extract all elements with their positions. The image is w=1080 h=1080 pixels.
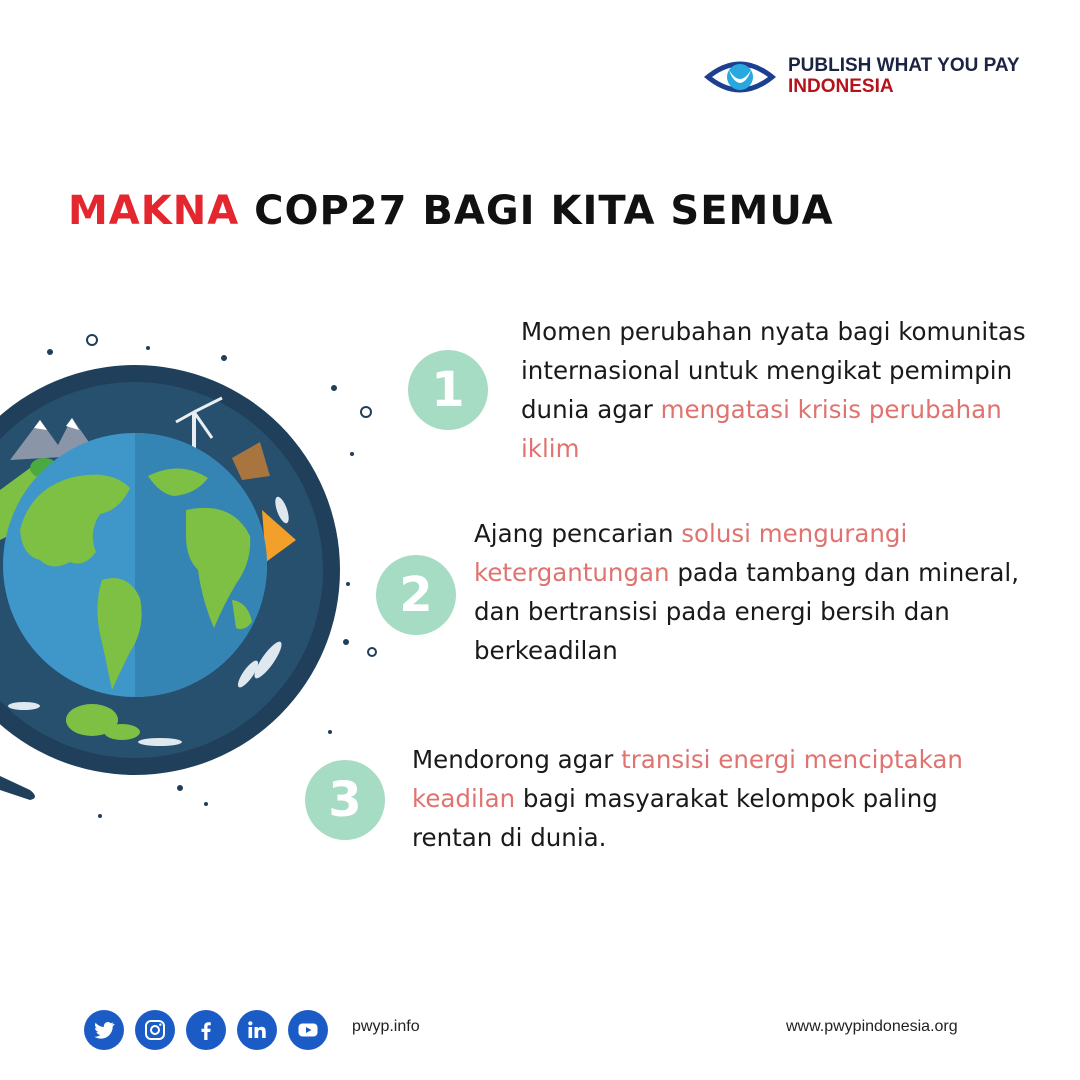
title-rest: COP27 BAGI KITA SEMUA [239, 188, 834, 234]
footer-website[interactable]: www.pwypindonesia.org [786, 1018, 958, 1035]
facebook-icon[interactable] [186, 1010, 226, 1050]
brand-country: INDONESIA [788, 76, 894, 97]
item-1-highlight: mengatasi krisis perubahan iklim [521, 395, 1002, 463]
item-3-text [412, 740, 1002, 857]
twitter-icon[interactable] [84, 1010, 124, 1050]
item-1-text [521, 312, 1031, 468]
page-title [68, 188, 834, 234]
item-2-text [474, 514, 1030, 670]
number-badge-3: 3 [305, 760, 385, 840]
linkedin-icon[interactable] [237, 1010, 277, 1050]
youtube-icon[interactable] [288, 1010, 328, 1050]
item-2-text-before: Ajang pencarian [474, 519, 682, 548]
item-3-text-after: bagi masyarakat kelompok paling rentan di dunia. [412, 784, 938, 852]
number-badge-2: 2 [376, 555, 456, 635]
number-badge-1: 1 [408, 350, 488, 430]
brand-name: PUBLISH WHAT YOU PAY [788, 55, 1020, 76]
earth-illustration [0, 300, 400, 840]
item-3-highlight: transisi energi menciptakan keadilan [412, 745, 963, 813]
eye-logo-icon [702, 54, 778, 100]
item-1-text-before: Momen perubahan nyata bagi komunitas internasional untuk mengikat pemimpin dunia agar [521, 317, 1026, 424]
instagram-icon[interactable] [135, 1010, 175, 1050]
title-accent: MAKNA [68, 188, 240, 234]
brand-logo [702, 52, 1032, 104]
item-2-text-after: pada tambang dan mineral, dan bertransisi pada energi bersih dan berkeadilan [474, 558, 1020, 665]
item-3-text-before: Mendorong agar [412, 745, 622, 774]
footer-short-url[interactable]: pwyp.info [352, 1018, 420, 1035]
item-2-highlight: solusi mengurangi ketergantungan [474, 519, 908, 587]
